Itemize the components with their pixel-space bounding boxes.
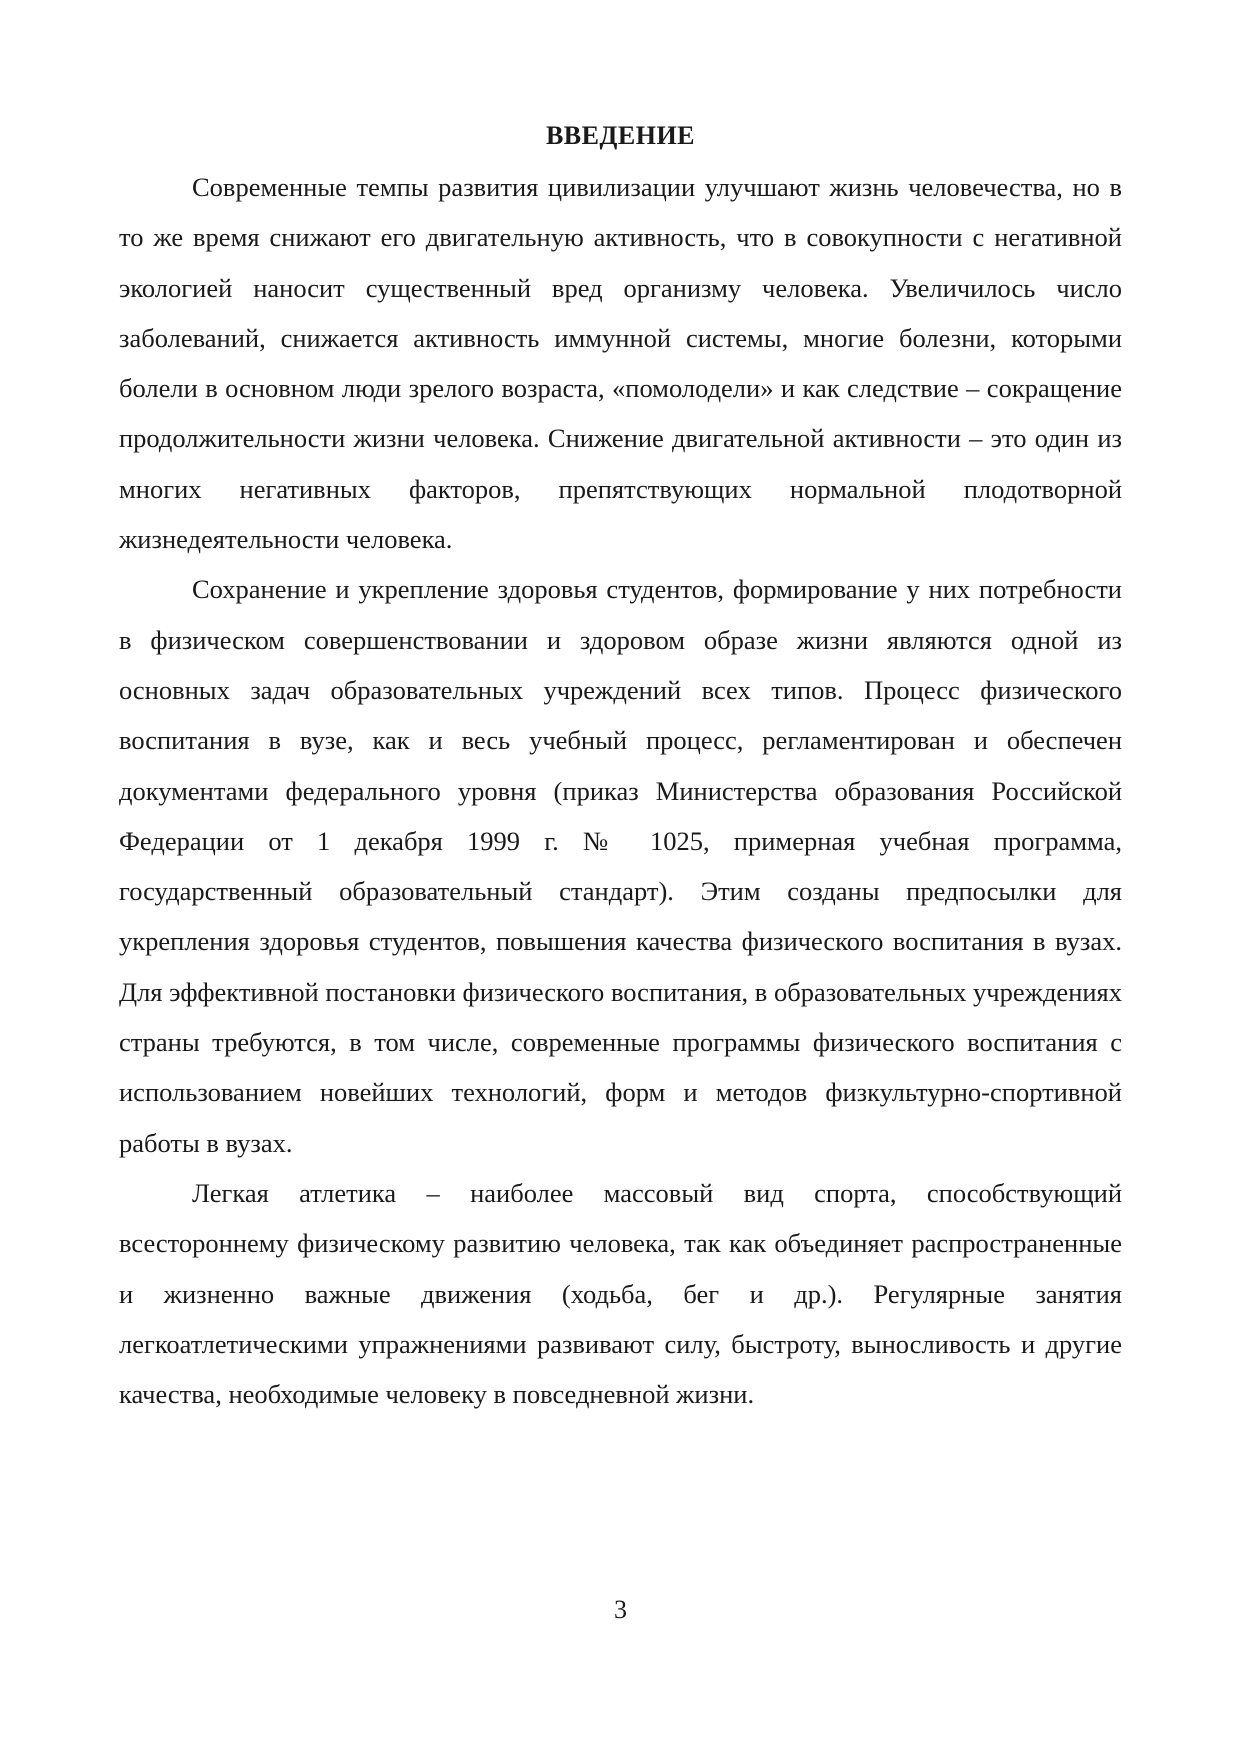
- body-text: [119, 162, 1122, 1419]
- page-number: 3: [614, 1595, 627, 1624]
- paragraph: Современные темпы развития цивилизации улучшают жизнь человечества, но в то же время снижают его двигательную активность, что в совокупности с негативной экологией наносит существенный вред организму человека. Увеличилось число заболеваний, снижается активность иммунной системы, многие болезни, которыми болели в основном люди зрелого возраста, «помолодели» и как следствие – сокращение продолжительности жизни человека. Снижение двигательной активности – это один из многих негативных факторов, препятствующих нормальной плодотворной жизнедеятельности человека.: [119, 172, 1122, 555]
- paragraph: Сохранение и укрепление здоровья студентов, формирование у них потребности в физическом совершенствовании и здоровом образе жизни являются одной из основных задач образовательных учреждений всех типов. Процесс физического воспитания в вузе, как и весь учебный процесс, регламентирован и обеспечен документами федерального уровня (приказ Министерства образования Российской Федерации от 1 декабря 1999 г. № 1025, примерная учебная программа, государственный образовательный стандарт). Этим созданы предпосылки для укрепления здоровья студентов, повышения качества физического воспитания в вузах. Для эффективной постановки физического воспитания, в образовательных учреждениях страны требуются, в том числе, современные программы физического воспитания с использованием новейших технологий, форм и методов физкультурно-спортивной работы в вузах.: [119, 574, 1122, 1158]
- page-title: ВВЕДЕНИЕ: [545, 121, 696, 150]
- paragraph: Легкая атлетика – наиболее массовый вид спорта, способствующий всестороннему физическому развитию человека, так как объединяет распространенные и жизненно важные движения (ходьба, бег и др.). Регулярные занятия легкоатлетическими упражнениями развивают силу, быстроту, выносливость и другие качества, необходимые человеку в повседневной жизни.: [119, 1177, 1122, 1410]
